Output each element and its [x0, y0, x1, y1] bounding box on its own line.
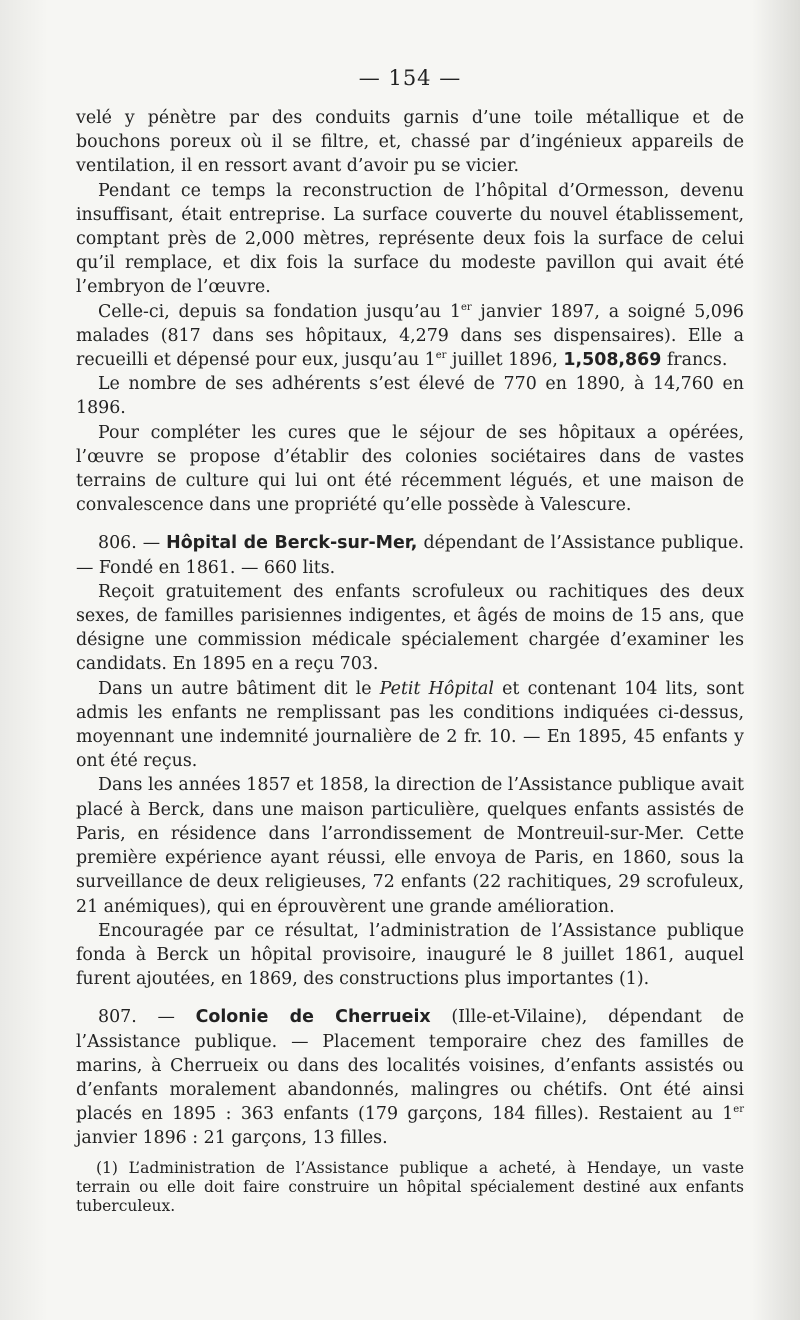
superscript-er: er [733, 1104, 744, 1116]
petit-hopital-name: Petit Hôpital [379, 678, 494, 699]
page-content [76, 66, 744, 1216]
paragraph-petit-hopital [76, 677, 744, 774]
section-806-title: Hôpital de Berck-sur-Mer, [166, 533, 418, 554]
statistics-text-b: janvier 1897, a soigné 5,096 malades (817 dans ses hôpitaux, 4,279 dans ses dispensaires). Elle a recueilli et dépensé pour eux, jusqu’au 1 [76, 301, 744, 371]
petit-hopital-text-b: et contenant 104 lits, sont admis les enfants ne remplissant pas les conditions indiquées ci-dessus, moyennant une indemnité journalière de 2 fr. 10. — En 1895, 45 enfants y ont été reçus. [76, 678, 744, 772]
statistics-amount: 1,508,869 [563, 350, 662, 371]
footnote: (1) L’administration de l’Assistance publique a acheté, à Hendaye, un vaste terrain ou elle doit faire construire un hôpital spécialement destiné aux enfants tuberculeux. [76, 1158, 744, 1215]
paragraph-members: Le nombre de ses adhérents s’est élevé de 770 en 1890, à 14,760 en 1896. [76, 374, 744, 419]
section-806-heading [76, 531, 744, 579]
paragraph-foundation: Encouragée par ce résultat, l’administration de l’Assistance publique fonda à Berck un hôpital provisoire, inauguré le 8 juillet 1861, auquel furent ajoutées, en 1869, des constructions plus importantes (1). [76, 920, 744, 990]
section-806-number: 806. — [98, 533, 167, 554]
section-807-heading [76, 1005, 744, 1150]
paragraph-statistics [76, 300, 744, 373]
statistics-text-d: francs. [661, 350, 728, 371]
section-807-number: 807. — [98, 1007, 196, 1028]
section-807-description-b: janvier 1896 : 21 garçons, 13 filles. [76, 1128, 388, 1149]
superscript-er: er [460, 301, 472, 313]
paragraph-history: Dans les années 1857 et 1858, la direction de l’Assistance publique avait placé à Berck, dans une maison particulière, quelques enfants assistés de Paris, en résidence dans l’arrondissement de Montreuil-sur-Mer. Cette première expérience ayant réussi, elle envoya de Paris, en 1860, sous la surveillance de deux religieuses, 72 enfants (22 rachitiques, 29 scrofuleux, 21 anémiques), qui en éprouvèrent une grande amélioration. [76, 775, 744, 917]
statistics-text-c: juillet 1896, [446, 350, 564, 371]
paragraph-admission: Reçoit gratuitement des enfants scrofuleux ou rachitiques des deux sexes, de familles parisiennes indigentes, et âgés de moins de 15 ans, que désigne une commission médicale spécialement chargée d’examiner les candidats. En 1895 en a reçu 703. [76, 581, 744, 675]
paragraph-colonies: Pour compléter les cures que le séjour de ses hôpitaux a opérées, l’œuvre se propose d’établir des colonies sociétaires dans de vastes terrains de culture qui lui ont été récemment légués, et une maison de convalescence dans une propriété qu’elle possède à Valescure. [76, 422, 744, 516]
superscript-er: er [435, 350, 447, 362]
paragraph-ventilation: velé y pénètre par des conduits garnis d’une toile métallique et de bouchons poreux où il se filtre, et, chassé par d’ingénieux appareils de ventilation, il en ressort avant d’avoir pu se vicier. [76, 108, 744, 177]
paragraph-reconstruction: Pendant ce temps la reconstruction de l’hôpital d’Ormesson, devenu insuffisant, était entreprise. La surface couverte du nouvel établissement, comptant près de 2,000 mètres, représente deux fois la surface de celui qu’il remplace, et dix fois la surface du modeste pavillon qui avait été l’embryon de l’œuvre. [76, 180, 744, 298]
section-806-description: dépendant de l’Assistance publique. — Fondé en 1861. — 660 lits. [76, 533, 745, 578]
footnote-separator [76, 1151, 744, 1159]
statistics-text-a: Celle-ci, depuis sa fondation jusqu’au 1 [98, 301, 461, 322]
section-807-description-a: (Ille-et-Vilaine), dépendant de l’Assistance publique. — Placement temporaire chez des familles de marins, à Cherrueix ou dans des localités voisines, d’enfants assistés ou d’enfants moralement abandonnés, malingres ou chétifs. Ont été ainsi placés en 1895 : 363 enfants (179 garçons, 184 filles). Restaient au 1 [76, 1007, 744, 1125]
petit-hopital-text-a: Dans un autre bâtiment dit le [98, 678, 380, 699]
section-807-title: Colonie de Cherrueix [195, 1007, 431, 1028]
page-number: — 154 — [358, 66, 462, 90]
